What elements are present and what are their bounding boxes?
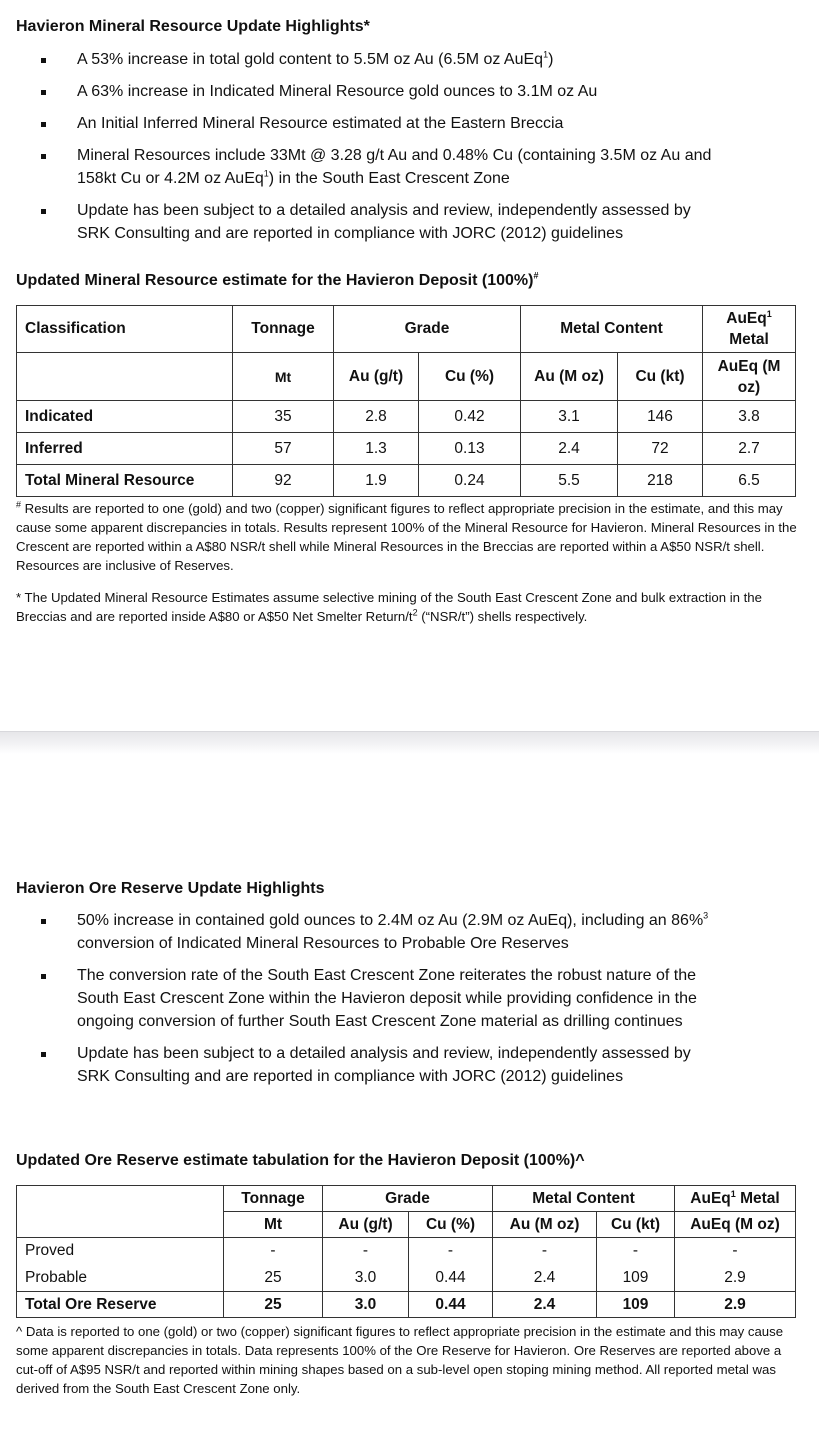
mineral-footnote: # Results are reported to one (gold) and two (copper) significant figures to reflect appropriate precision in the estimate, and this may cause some apparent discrepancies in totals. Results represent 100% of the Mineral Resource for Havieron. Mineral Resources in the Crescent are reported within a A$80 NSR/t shell while Mineral Resources in the Breccias are reported within a A$50 NSR/t shell. Resources are inclusive of Reserves. [16,499,797,573]
list-item: Update has been subject to a detailed analysis and review, independently assessed by SRK Consulting and are reported in compliance with JORC (2012) guidelines [16,1042,727,1088]
mineral-resource-section [16,16,806,254]
bullet-icon [41,209,46,214]
header-tonnage: Tonnage [224,1186,323,1212]
header-aueq-metal: AuEq$^1$ Metal [703,306,796,353]
ore-footnote: ^ Data is reported to one (gold) or two (copper) significant figures to reflect appropriate precision in the estimate and this may cause some apparent discrepancies in totals. Data represents 100% of the Ore Reserve for Havieron. Ore Reserves are reported above a cut-off of A$95 NSR/t and reported within mining shapes based on a sub-level open stoping mining method. All reported metal was derived from the South East Crescent Zone only. [16,1324,784,1396]
bullet-icon [41,1052,46,1057]
ore-reserve-table [16,1185,796,1318]
table-header-row [17,1186,796,1212]
bullet-icon [41,58,46,63]
header-metal-content: Metal Content [521,306,703,353]
list-item: 50% increase in contained gold ounces to 2.4M oz Au (2.9M oz AuEq), including an 86%$^3$ conversion of Indicated Mineral Resources to Probable Ore Reserves [16,909,727,955]
header-aueq-metal: AuEq$^1$ Metal [675,1186,796,1212]
page-break-divider [0,731,819,754]
bullet-icon [41,122,46,127]
mineral-resource-table [16,305,796,497]
list-item: The conversion rate of the South East Crescent Zone reiterates the robust nature of the South East Crescent Zone within the Havieron deposit while providing confidence in the ongoing conversion of further South East Crescent Zone material as drilling continues [16,964,727,1033]
list-item: Update has been subject to a detailed analysis and review, independently assessed by SRK Consulting and are reported in compliance with JORC (2012) guidelines [16,199,727,245]
table-row: Probable 25 3.0 0.44 2.4 109 2.9 [17,1265,796,1292]
ore-reserve-section [16,878,806,1097]
bullet-icon [41,974,46,979]
header-metal-content: Metal Content [493,1186,675,1212]
list-item: A 53% increase in total gold content to 5.5M oz Au (6.5M oz AuEq$^1$) [16,48,727,71]
table-row: Proved - - - - - - [17,1238,796,1265]
table-total-row: Total Ore Reserve 25 3.0 0.44 2.4 109 2.9 [17,1292,796,1318]
header-grade: Grade [323,1186,493,1212]
ore-heading: Havieron Ore Reserve Update Highlights [16,880,325,897]
table-row: Inferred 57 1.3 0.13 2.4 72 2.7 [17,433,796,465]
bullet-icon [41,90,46,95]
table-total-row: Total Mineral Resource 92 1.9 0.24 5.5 218 6.5 [17,465,796,497]
ore-table-title: Updated Ore Reserve estimate tabulation for the Havieron Deposit (100%)^ [16,1152,585,1169]
list-item: An Initial Inferred Mineral Resource estimated at the Eastern Breccia [16,112,727,135]
list-item: Mineral Resources include 33Mt @ 3.28 g/t Au and 0.48% Cu (containing 3.5M oz Au and 158kt Cu or 4.2M oz AuEq$^1$) in the South East Crescent Zone [16,144,727,190]
mineral-table-title: Updated Mineral Resource estimate for the Havieron Deposit (100%)# [16,270,539,289]
table-row: Indicated 35 2.8 0.42 3.1 146 3.8 [17,401,796,433]
table-subheader-row: Mt Au (g/t) Cu (%) Au (M oz) Cu (kt) AuEq (M oz) [17,1212,796,1238]
bullet-icon [41,154,46,159]
header-grade: Grade [334,306,521,353]
header-classification: Classification [17,306,233,353]
list-item: A 63% increase in Indicated Mineral Resource gold ounces to 3.1M oz Au [16,80,727,103]
ore-highlights-list [16,909,806,1088]
table-subheader-row: Mt Au (g/t) Cu (%) Au (M oz) Cu (kt) AuEq (M oz) [17,353,796,401]
bullet-icon [41,919,46,924]
header-tonnage: Tonnage [233,306,334,353]
mineral-estimate-note: * The Updated Mineral Resource Estimates assume selective mining of the South East Crescent Zone and bulk extraction in the Breccias and are reported inside A$80 or A$50 Net Smelter Return/$t^2$ (“NSR/t”) shells respectively. [16,590,762,624]
mineral-highlights-list [16,48,806,245]
table-header-row [17,306,796,353]
mineral-heading: Havieron Mineral Resource Update Highlights* [16,18,370,35]
